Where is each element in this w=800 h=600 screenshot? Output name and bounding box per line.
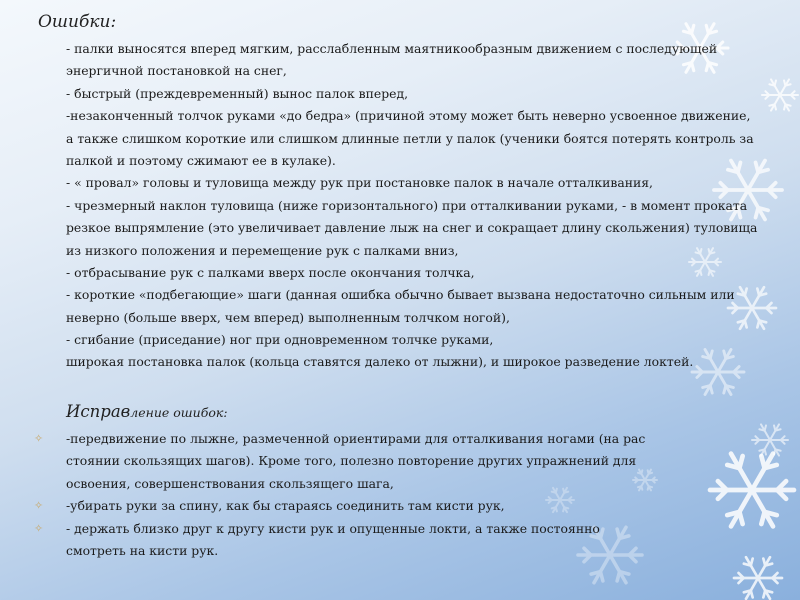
correction-line-text: -убирать руки за спину, как бы стараясь соединить там кисти рук, — [66, 498, 505, 514]
error-line: а также слишком короткие или слишком длинные петли у палок (ученики боятся потерять контроль за — [66, 130, 754, 146]
correction-line-text: -передвижение по лыжне, размеченной ориентирами для отталкивания ногами (на рас — [66, 431, 646, 446]
error-line: -незаконченный толчок руками «до бедра» (причиной этому может быть неверно усвоенное движение, — [66, 108, 751, 124]
correction-line — [34, 495, 706, 517]
correction-line — [34, 518, 706, 540]
error-line: энергичной постановкой на снег, — [66, 63, 287, 79]
correction-line — [34, 428, 706, 450]
corrections-heading — [66, 402, 228, 421]
bullet-icon: ✧ — [34, 499, 44, 513]
error-line: - короткие «подбегающие» шаги (данная ошибка обычно бывает вызвана недостаточно сильным или — [66, 287, 735, 303]
errors-heading: Ошибки: — [38, 12, 117, 32]
correction-line-text: смотреть на кисти рук. — [66, 542, 219, 558]
bullet-icon: ✧ — [34, 521, 44, 535]
error-line: неверно (больше вверх, чем вперед) выполненным толчком ногой), — [66, 309, 510, 325]
error-line: - отбрасывание рук с палками вверх после окончания толчка, — [66, 264, 475, 280]
error-line: палкой и поэтому сжимают ее в кулаке). — [66, 152, 336, 168]
error-line: резкое выпрямление (это увеличивает давление лыж на снег и сокращает длину скольжения) туловища — [66, 220, 758, 236]
error-line: широкая постановка палок (кольца ставятся далеко от лыжни), и широкое разведение локтей. — [66, 354, 694, 370]
correction-line-text: - держать близко друг к другу кисти рук и опущенные локти, а также постоянно — [66, 520, 600, 536]
correction-line — [66, 540, 706, 562]
correction-line-text: освоения, совершенствования скользящего шага, — [66, 475, 394, 491]
corrections-list — [34, 428, 706, 562]
correction-line — [66, 473, 706, 495]
error-line: из низкого положения и перемещение рук с палками вниз, — [66, 242, 459, 258]
correction-line — [66, 450, 706, 472]
error-line: - « провал» головы и туловища между рук при постановке палок в начале отталкивания, — [66, 175, 653, 191]
errors-list — [66, 38, 766, 374]
corrections-heading-part-1: Исправ — [66, 402, 131, 421]
error-line: - палки выносятся вперед мягким, расслабленным маятникообразным движением с последующей — [66, 41, 718, 56]
correction-line-text: стоянии скользящих шагов). Кроме того, полезно повторение других упражнений для — [66, 453, 637, 469]
error-line: - быстрый (преждевременный) вынос палок вперед, — [66, 85, 409, 101]
corrections-heading-part-2: ление ошибок: — [130, 405, 228, 420]
error-line: - сгибание (приседание) ног при одновременном толчке руками, — [66, 332, 494, 348]
bullet-icon: ✧ — [34, 432, 44, 445]
error-line: - чрезмерный наклон туловища (ниже горизонтального) при отталкивании руками, - в момент проката — [66, 197, 748, 213]
